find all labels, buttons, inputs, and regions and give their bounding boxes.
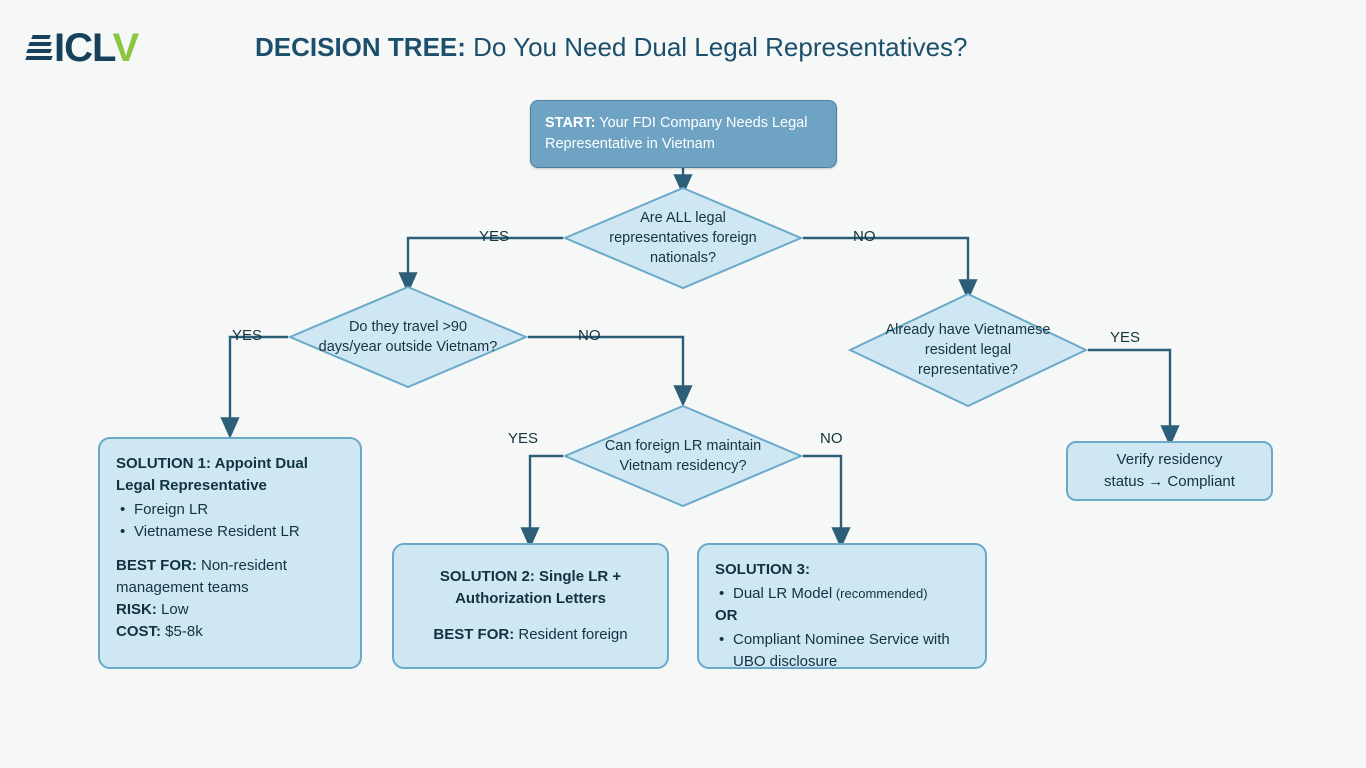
solution-3-bullets-second [715,629,969,673]
spacer [410,610,651,624]
solution-3-bullet-1-note: (recommended) [832,586,928,601]
edge-label-d1-yes: YES [479,228,510,245]
page-title-strong: DECISION TREE: [255,32,466,62]
node-solution-3 [697,543,987,669]
logo-text: ICL [54,26,113,70]
solution-1-best-for [116,555,344,599]
page-title [255,32,968,63]
solution-2-best-for-value: Resident foreign [514,626,628,643]
node-start [530,100,837,168]
solution-2-heading: SOLUTION 2: Single LR + Authorization Letters [439,568,622,607]
edge-label-d2-yes: YES [232,327,263,344]
verify-text [1104,449,1235,493]
edge-label-d4-yes: YES [508,430,539,447]
solution-1-best-for-value: Non-resident management teams [116,557,287,596]
solution-3-bullet-1: Dual LR Model [733,585,833,602]
edge-label-d2-no: NO [578,327,601,344]
solution-1-cost [116,621,344,643]
logo-accent-letter: V [112,26,139,70]
node-decision-travel-90-days [288,285,528,389]
list-item: • Compliant Nominee Service with UBO disclosure [731,629,969,673]
node-start-label-rest: Your FDI Company Needs Legal Representative in Vietnam [545,115,808,152]
solution-3-bullets-first [715,583,969,605]
list-item: • Foreign LR [132,499,344,521]
solution-2-best-for [410,624,651,646]
solution-1-cost-value: $5-8k [161,623,203,640]
logo-mark-icon [26,32,52,64]
node-decision-all-foreign-label: Are ALL legal representatives foreign nationals? [609,210,757,266]
node-start-label-strong: START: [545,115,596,131]
verify-line-1: Verify residency [1116,451,1223,468]
brand-logo [26,26,138,70]
list-item [731,583,969,605]
node-decision-has-resident-lr-label: Already have Vietnamese resident legal representative? [885,322,1051,378]
verify-line-2: status → Compliant [1104,473,1235,490]
edge-label-d4-no: NO [820,430,843,447]
node-decision-has-resident-lr [848,292,1088,408]
node-solution-2 [392,543,669,669]
node-decision-maintain-residency-label: Can foreign LR maintain Vietnam residency? [604,438,762,474]
solution-1-best-for-label: BEST FOR: [116,557,197,574]
node-decision-travel-90-days-label: Do they travel >90 days/year outside Vietnam? [318,319,498,355]
node-solution-1 [98,437,362,669]
node-verify-residency [1066,441,1273,501]
solution-1-cost-label: COST: [116,623,161,640]
spacer [116,543,344,555]
solution-2-best-for-label: BEST FOR: [433,626,515,643]
logo-wordmark [54,28,138,68]
solution-1-risk-label: RISK: [116,601,157,618]
node-decision-all-foreign [563,186,803,290]
solution-3-or-label: OR [715,607,738,624]
solution-1-risk [116,599,344,621]
edge-label-d3-yes: YES [1110,329,1141,346]
solution-3-heading: SOLUTION 3: [715,561,811,578]
solution-1-risk-value: Low [156,601,189,618]
list-item: • Vietnamese Resident LR [132,521,344,543]
edge-label-d1-no: NO [853,228,876,245]
node-decision-maintain-residency [563,404,803,508]
solution-1-bullets [116,499,344,543]
page-title-rest: Do You Need Dual Legal Representatives? [465,32,968,62]
solution-1-heading: SOLUTION 1: Appoint Dual Legal Representative [116,455,308,494]
